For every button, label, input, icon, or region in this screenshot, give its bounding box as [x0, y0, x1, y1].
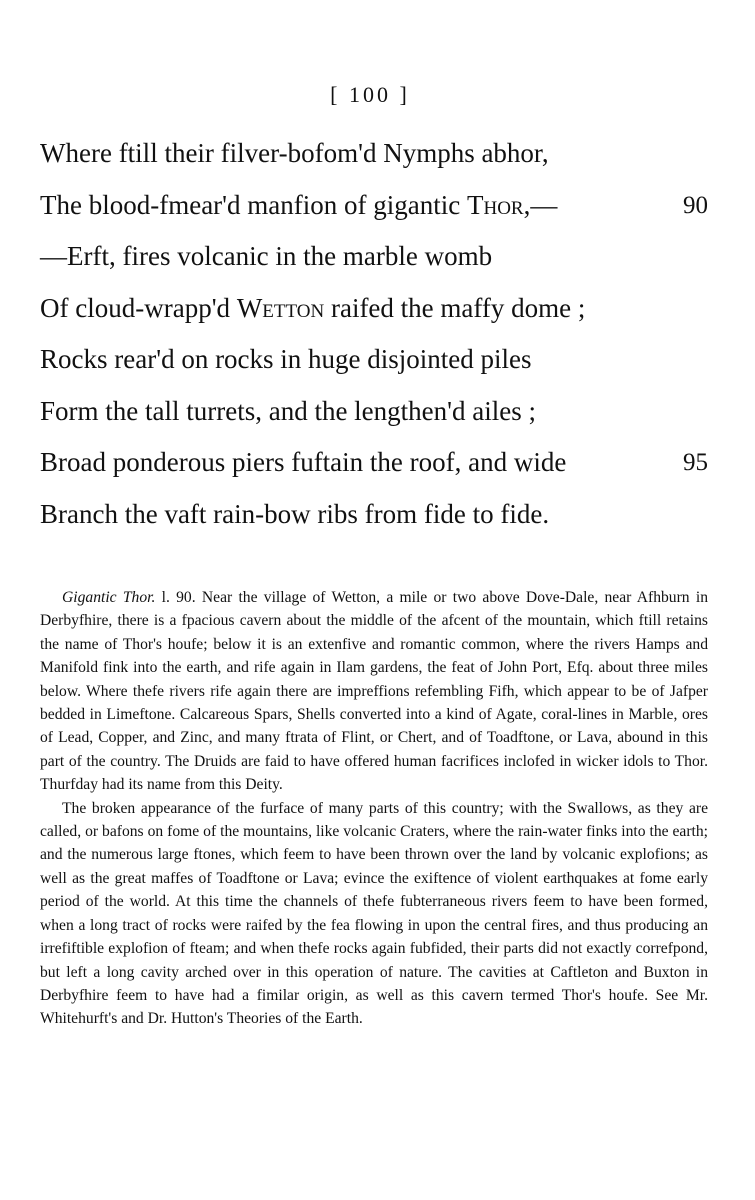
poem-line [40, 180, 720, 232]
poem-line [40, 231, 720, 283]
poem-line-text: Branch the vaft rain-bow ribs from fide to fide. [40, 498, 550, 529]
poem-line [40, 283, 720, 335]
poem-line [40, 437, 720, 489]
poem-line-text-part: raifed the maffy dome ; [324, 292, 586, 323]
poem-line-small-caps: Thor [466, 189, 524, 220]
poem-line-text: Rocks rear'd on rocks in huge disjointed piles [40, 344, 532, 374]
line-number: 90 [683, 191, 708, 219]
footnote-text: l. 90. Near the village of Wetton, a mile or two above Dove-Dale, near Afhburn in Derbyfhire, there is a fpacious cavern about the middle of the afcent of the mountain, which ftill retains the name of Thor's houfe; below it is an extenfive and romantic common, where the rivers Hamps and Manifold fink into the earth, and rife again in Ilam gardens, the feat of John Port, Efq. about three miles below. Where thefe rivers rife again there are impreffions refembling Fifh, which appear to be of Jafper bedded in Limeftone. Calcareous Spars, Shells converted into a kind of Agate, coral-lines in Marble, ores of Lead, Copper, and Zinc, and many ftrata of Flint, or Chert, and of Toadftone, or Lava, abound in this part of the country. The Druids are faid to have offered human facrifices inclofed in wicker idols to Thor. Thurfday had its name from this Deity. [40, 589, 708, 794]
poem-stanza [40, 128, 720, 540]
footnote-paragraph [40, 586, 708, 797]
poem-line [40, 489, 720, 541]
poem-line-text-part: ,— [523, 189, 558, 220]
poem-line [40, 386, 720, 438]
footnotes [40, 586, 708, 1031]
poem-line [40, 334, 720, 386]
poem-line-text-part: The blood-fmear'd manfion of gigantic [40, 189, 467, 220]
poem-line-text: Broad ponderous piers fuftain the roof, and wide [40, 447, 567, 477]
line-number: 95 [683, 449, 708, 476]
poem-line-text: Where ftill their filver-bofom'd Nymphs abhor, [40, 138, 549, 168]
page-number: [ 100 ] [330, 82, 410, 107]
poem-line-text [40, 283, 585, 335]
poem-line-text: —Erft, fires volcanic in the marble womb [40, 241, 493, 271]
poem-line-text-part: Of cloud-wrapp'd [40, 292, 237, 323]
footnote-reference-label: Gigantic Thor. [62, 589, 156, 606]
poem-line-text: Form the tall turrets, and the lengthen'd ailes ; [40, 395, 536, 426]
poem-line [40, 128, 720, 180]
poem-line-text [40, 180, 557, 232]
poem-line-small-caps: Wetton [236, 292, 325, 323]
footnote-paragraph: The broken appearance of the furface of many parts of this country; with the Swallows, as they are called, or bafons on fome of the mountains, like volcanic Craters, where the rain-water finks into the earth; and the numerous large ftones, which feem to have been thrown over the land by volcanic explofions; as well as the great maffes of Toadftone or Lava; evince the exiftence of violent earthquakes at fome early period of the world. At this time the channels of thefe fubterraneous rivers feem to have been formed, when a long tract of rocks were raifed by the fea flowing in upon the central fires, and thus producing an irrefiftible explofion of fteam; and when thefe rocks again fubfided, their parts did not exactly correfpond, but left a long cavity arched over in this operation of nature. The cavities at Caftleton and Buxton in Derbyfhire feem to have had a fimilar origin, as well as this cavern termed Thor's houfe. See Mr. Whitehurft's and Dr. Hutton's Theories of the Earth. [40, 799, 708, 1028]
